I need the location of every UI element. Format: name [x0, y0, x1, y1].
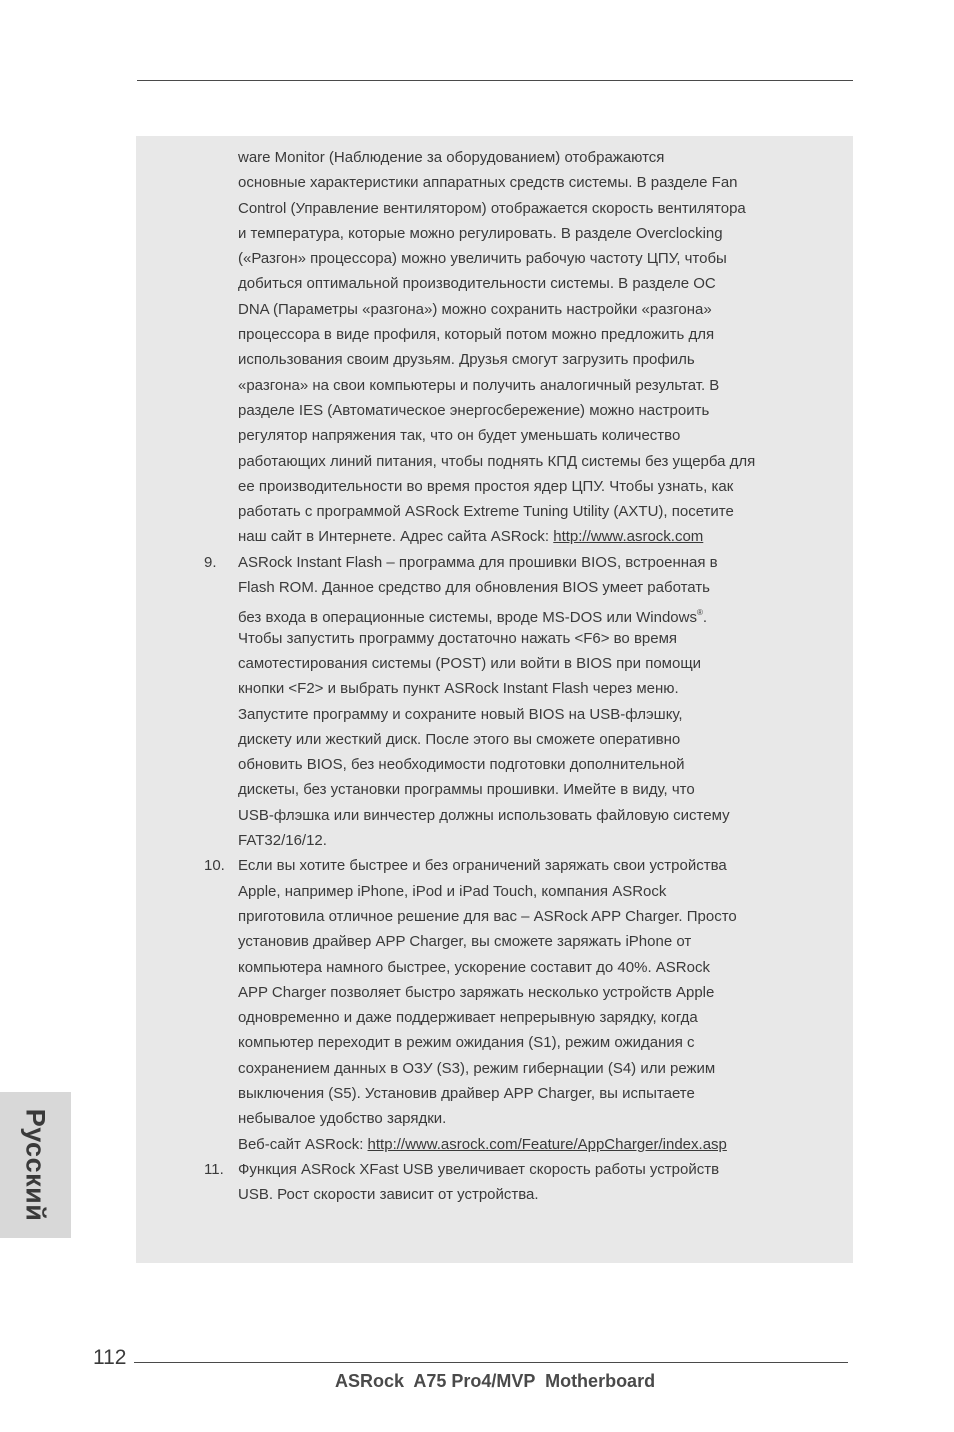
text-line: регулятор напряжения так, что он будет уменьшать количество	[238, 427, 681, 445]
intro-paragraph	[238, 145, 838, 524]
text-line: добиться оптимальной производительности системы. В разделе OC	[238, 275, 716, 293]
top-divider	[137, 80, 853, 81]
text-line: основные характеристики аппаратных средств системы. В разделе Fan	[238, 174, 738, 192]
intro-last-line: наш сайт в Интернете. Адрес сайта ASRock: http://www.asrock.com	[238, 528, 704, 546]
text-line: Apple, например iPhone, iPod и iPad Touch, компания ASRock	[238, 882, 667, 900]
body-text: ware Monitor (Наблюдение за оборудованием) отображаются основные характеристики аппаратных средств системы. В разделе Fan Control (Управление вентилятором) отображается скорость вентилятора и температура, которые можно регулировать. В разделе Overclocking («Разгон» процессора) можно увеличить рабочую частоту ЦПУ, чтобы добиться оптимальной производительности системы. В разделе OC DNA (Параметры «разгона») можно сохранить настройки «разгона» процессора в виде профиля, который потом можно предложить для использования своим друзьям. Друзья смогут загрузить профиль «разгона» на свои компьютеры и получить аналогичный результат. В разделе IES (Автоматическое энергосбережение) можно настроить регулятор напряжения так, что он будет уменьшать количество работающих линий питания, чтобы поднять КПД системы без ущерба для ее производительности во время простоя ядер ЦПУ. Чтобы узнать, как работать с программой ASRock Extreme Tuning Utility (AXTU), посетите наш сайт в Интернете. Адрес сайта ASRock: http://www.asrock.com 9. ASRock Instant Flash – программа для прошивки BIOS, встроенная в Flash ROM. Данное средство для обновления BIOS умеет работать без входа в операционные системы, вроде MS-DOS или Windows®. Чтобы запустить программу достаточно нажать <F6> во время самотестирования системы (POST) или войти в BIOS при помощи кнопки <F2> и выбрать пункт ASRock Instant Flash через меню. Запустите программу и сохраните новый BIOS на USB-флэшку, дискету или жесткий диск. После этого вы сможете оперативно обновить BIOS, без необходимости подготовки дополнительной дискеты, без установки программы прошивки. Имейте в виду, что USB-флэшка или винчестер должны использовать файловую систему FAT32/16/12. 10. Если вы хотите быстрее и без ограничений заряжать свои устройства Apple, например iPhone, iPod и iPad Touch, компания ASRock приготовила отличное решение для вас – ASRock APP Charger. Просто установив драйвер APP Charger, вы сможете заряжать iPhone от компьютера намного быстрее, ускорение составит до 40%. ASRock APP Charger позволяет быстро заряжать несколько устройств Apple одновременно и даже поддерживает непрерывную зарядку, когда компьютер переходит в режим ожидания (S1), режим ожидания с сохранением данных в ОЗУ (S3), режим гибернации (S4) или режим выключения (S5). Установив драйвер APP Charger, вы испытаете небывалое удобство зарядки. Веб-сайт ASRock: http://www.asrock.com/Feature/AppCharger/index.asp 11. Функция ASRock XFast USB увеличивает скорость работы устройств USB. Рост скорости зависит от устройства.	[238, 145, 838, 1207]
text-line: дискету или жесткий диск. После этого вы сможете оперативно	[238, 730, 681, 748]
text-line: («Разгон» процессора) можно увеличить рабочую частоту ЦПУ, чтобы	[238, 250, 727, 268]
item-number: 9.	[204, 553, 217, 571]
asrock-website-link[interactable]: http://www.asrock.com	[553, 528, 704, 546]
text-line: использования своим друзьям. Друзья смогут загрузить профиль	[238, 351, 695, 369]
item-10-body	[238, 879, 838, 1132]
text-line: сохранением данных в ОЗУ (S3), режим гибернации (S4) или режим	[238, 1059, 716, 1077]
text-line: USB-флэшка или винчестер должны использовать файловую систему	[238, 806, 730, 824]
text-line: работать с программой ASRock Extreme Tuning Utility (AXTU), посетите	[238, 503, 734, 521]
text-line: приготовила отличное решение для вас – ASRock APP Charger. Просто	[238, 907, 737, 925]
text-line: обновить BIOS, без необходимости подготовки дополнительной	[238, 756, 685, 774]
text-line: ware Monitor (Наблюдение за оборудованием) отображаются	[238, 149, 665, 166]
app-charger-website-line: Веб-сайт ASRock: http://www.asrock.com/Feature/AppCharger/index.asp	[238, 1135, 727, 1153]
text-line: одновременно и даже поддерживает непрерывную зарядку, когда	[238, 1009, 698, 1027]
text-line: небывалое удобство зарядки.	[238, 1110, 447, 1128]
text-line: Чтобы запустить программу достаточно нажать <F6> во время	[238, 629, 678, 647]
list-item-10: 10. Если вы хотите быстрее и без ограничений заряжать свои устройства	[238, 853, 838, 878]
text-line: DNA (Параметры «разгона») можно сохранить настройки «разгона»	[238, 300, 712, 318]
list-item-11: 11. Функция ASRock XFast USB увеличивает скорость работы устройств	[238, 1157, 838, 1182]
text-line: дискеты, без установки программы прошивки. Имейте в виду, что	[238, 781, 695, 799]
text-line: разделе IES (Автоматическое энергосбережение) можно настроить	[238, 401, 710, 419]
text-line: установив драйвер APP Charger, вы сможете заряжать iPhone от	[238, 933, 692, 951]
text-line: Control (Управление вентилятором) отображается скорость вентилятора	[238, 199, 746, 217]
page-number: 112	[93, 1346, 127, 1369]
registered-mark: ®	[697, 608, 703, 618]
list-item-9: 9. ASRock Instant Flash – программа для прошивки BIOS, встроенная в	[238, 550, 838, 575]
app-charger-link[interactable]: http://www.asrock.com/Feature/AppCharger/index.asp	[367, 1135, 727, 1153]
text-line: кнопки <F2> и выбрать пункт ASRock Instant Flash через меню.	[238, 680, 679, 698]
footer-title: ASRock A75 Pro4/MVP Motherboard	[335, 1371, 656, 1391]
text-line: APP Charger позволяет быстро заряжать несколько устройств Apple	[238, 983, 715, 1001]
text-line: Запустите программу и сохраните новый BIOS на USB-флэшку,	[238, 705, 683, 723]
text-line: процессора в виде профиля, который потом можно предложить для	[238, 326, 715, 344]
text-line: «разгона» на свои компьютеры и получить аналогичный результат. В	[238, 376, 720, 394]
bottom-divider	[134, 1362, 848, 1363]
text-line: и температура, которые можно регулировать. В разделе Overclocking	[238, 224, 723, 242]
text-line: FAT32/16/12.	[238, 832, 327, 850]
text-line: самотестирования системы (POST) или войти в BIOS при помощи	[238, 654, 702, 672]
text-line: выключения (S5). Установив драйвер APP Charger, вы испытаете	[238, 1084, 695, 1102]
text-line: компьютер переходит в режим ожидания (S1), режим ожидания с	[238, 1034, 695, 1052]
item-9-body	[238, 626, 838, 854]
item-number: 10.	[204, 857, 225, 875]
text-line: компьютера намного быстрее, ускорение составит до 40%. ASRock	[238, 958, 710, 976]
language-tab	[0, 1092, 71, 1238]
language-tab-label: Русский	[20, 1108, 51, 1222]
text-line: работающих линий питания, чтобы поднять КПД системы без ущерба для	[238, 452, 756, 470]
text-line: ее производительности во время простоя ядер ЦПУ. Чтобы узнать, как	[238, 477, 734, 495]
item-number: 11.	[204, 1160, 224, 1178]
